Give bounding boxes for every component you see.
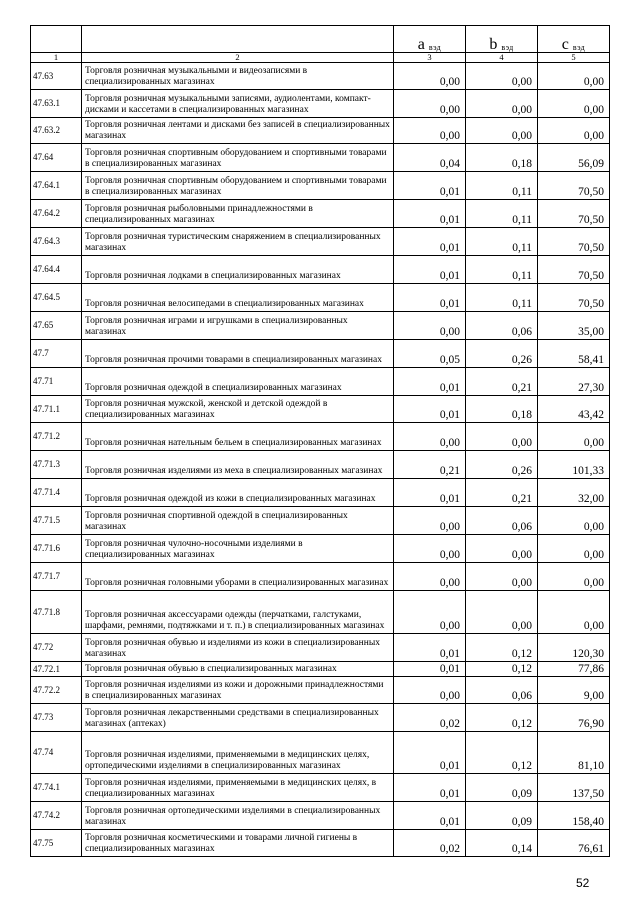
row-value-c: 0,00 [538,507,610,535]
row-value-c: 70,50 [538,172,610,200]
row-value-c: 76,61 [538,830,610,857]
row-code: 47.72.2 [31,677,82,704]
row-code: 47.71.2 [31,423,82,451]
row-activity-name: Торговля розничная одеждой из кожи в специализированных магазинах [82,479,394,507]
row-value-a: 0,01 [394,396,466,423]
table-row [31,774,610,802]
row-value-a: 0,01 [394,732,466,774]
header-col-c [538,26,610,53]
row-activity-name: Торговля розничная музыкальными и видеозаписями в специализированных магазинах [82,63,394,90]
row-activity-name: Торговля розничная спортивной одеждой в специализированных магазинах [82,507,394,535]
row-activity-name: Торговля розничная изделиями, применяемыми в медицинских целях, в специализированных магазинах [82,774,394,802]
row-value-b: 0,21 [466,368,538,396]
row-value-a: 0,00 [394,423,466,451]
row-value-b: 0,26 [466,340,538,368]
row-value-c: 0,00 [538,535,610,563]
header-col-a-letter: a [417,36,425,53]
row-code: 47.74.2 [31,802,82,830]
header-code-cell [31,26,82,53]
row-value-c: 70,50 [538,200,610,228]
header-name-cell [82,26,394,53]
row-value-b: 0,06 [466,312,538,340]
row-value-a: 0,21 [394,451,466,479]
row-activity-name: Торговля розничная мужской, женской и детской одеждой в специализированных магазинах [82,396,394,423]
header-col-b-sub: вэд [501,43,514,52]
table-row [31,256,610,284]
table-row [31,312,610,340]
table-row [31,144,610,172]
column-number: 4 [466,53,538,63]
row-value-b: 0,06 [466,507,538,535]
row-value-a: 0,00 [394,118,466,144]
row-activity-name: Торговля розничная обувью и изделиями из кожи в специализированных магазинах [82,634,394,662]
row-value-c: 35,00 [538,312,610,340]
row-activity-name: Торговля розничная изделиями из кожи и дорожными принадлежностями в специализированных магазинах [82,677,394,704]
table-row [31,662,610,677]
row-value-c: 9,00 [538,677,610,704]
row-value-a: 0,01 [394,284,466,312]
row-activity-name: Торговля розничная лекарственными средствами в специализированных магазинах (аптеках) [82,704,394,732]
row-value-c: 27,30 [538,368,610,396]
row-value-c: 56,09 [538,144,610,172]
table-row [31,340,610,368]
row-code: 47.63.2 [31,118,82,144]
table-row [31,535,610,563]
row-value-b: 0,00 [466,591,538,634]
column-number: 2 [82,53,394,63]
row-value-b: 0,00 [466,563,538,591]
header-col-c-letter: c [561,36,569,53]
column-number: 3 [394,53,466,63]
row-value-c: 77,86 [538,662,610,677]
header-col-b [466,26,538,53]
row-code: 47.71.6 [31,535,82,563]
row-value-b: 0,09 [466,774,538,802]
row-value-c: 0,00 [538,118,610,144]
row-activity-name: Торговля розничная спортивным оборудованием и спортивными товарами в специализированных магазинах [82,172,394,200]
row-value-a: 0,01 [394,368,466,396]
table-row [31,479,610,507]
row-value-c: 32,00 [538,479,610,507]
row-value-c: 76,90 [538,704,610,732]
row-value-a: 0,00 [394,507,466,535]
row-value-b: 0,11 [466,256,538,284]
row-activity-name: Торговля розничная изделиями, применяемыми в медицинских целях, ортопедическими изделиями в специализированных магазинах [82,732,394,774]
row-value-c: 0,00 [538,563,610,591]
row-value-a: 0,00 [394,312,466,340]
row-value-c: 101,33 [538,451,610,479]
row-value-b: 0,11 [466,172,538,200]
row-value-c: 43,42 [538,396,610,423]
table-row [31,563,610,591]
table-row [31,830,610,857]
header-col-a [394,26,466,53]
row-value-a: 0,00 [394,90,466,118]
row-code: 47.64.1 [31,172,82,200]
row-value-b: 0,00 [466,423,538,451]
table-row [31,677,610,704]
row-activity-name: Торговля розничная велосипедами в специализированных магазинах [82,284,394,312]
row-code: 47.72 [31,634,82,662]
row-value-b: 0,18 [466,144,538,172]
table-row [31,284,610,312]
row-value-c: 58,41 [538,340,610,368]
row-value-a: 0,01 [394,774,466,802]
table-row [31,802,610,830]
row-code: 47.63.1 [31,90,82,118]
table-row [31,451,610,479]
row-value-a: 0,01 [394,802,466,830]
column-number: 5 [538,53,610,63]
row-activity-name: Торговля розничная прочими товарами в специализированных магазинах [82,340,394,368]
row-value-a: 0,00 [394,591,466,634]
row-value-a: 0,02 [394,704,466,732]
table-row [31,228,610,256]
row-activity-name: Торговля розничная нательным бельем в специализированных магазинах [82,423,394,451]
table-row [31,704,610,732]
row-value-b: 0,00 [466,63,538,90]
row-value-a: 0,02 [394,830,466,857]
row-value-a: 0,00 [394,535,466,563]
row-code: 47.64 [31,144,82,172]
row-value-c: 120,30 [538,634,610,662]
row-value-a: 0,01 [394,256,466,284]
okved-coefficients-table [30,25,610,857]
row-activity-name: Торговля розничная ортопедическими изделиями в специализированных магазинах [82,802,394,830]
row-code: 47.73 [31,704,82,732]
row-value-b: 0,14 [466,830,538,857]
row-value-c: 0,00 [538,423,610,451]
row-code: 47.72.1 [31,662,82,677]
row-activity-name: Торговля розничная изделиями из меха в специализированных магазинах [82,451,394,479]
row-code: 47.63 [31,63,82,90]
row-code: 47.71 [31,368,82,396]
row-activity-name: Торговля розничная аксессуарами одежды (перчатками, галстуками, шарфами, ремнями, подтяжками и т. п.) в специализированных магазинах [82,591,394,634]
row-value-b: 0,11 [466,284,538,312]
row-value-b: 0,09 [466,802,538,830]
row-activity-name: Торговля розничная лодками в специализированных магазинах [82,256,394,284]
table-row [31,368,610,396]
row-value-b: 0,12 [466,662,538,677]
row-value-c: 81,10 [538,732,610,774]
row-value-b: 0,06 [466,677,538,704]
row-code: 47.74.1 [31,774,82,802]
row-activity-name: Торговля розничная одеждой в специализированных магазинах [82,368,394,396]
table-row [31,200,610,228]
table-row [31,63,610,90]
row-value-c: 70,50 [538,284,610,312]
row-value-a: 0,00 [394,563,466,591]
header-col-b-letter: b [489,36,498,53]
row-value-a: 0,04 [394,144,466,172]
row-activity-name: Торговля розничная музыкальными записями, аудиолентами, компакт-дисками и кассетами в специализированных магазинах [82,90,394,118]
header-col-c-sub: вэд [572,43,586,52]
row-code: 47.71.7 [31,563,82,591]
row-value-a: 0,00 [394,677,466,704]
row-value-b: 0,00 [466,535,538,563]
row-code: 47.75 [31,830,82,857]
row-value-c: 70,50 [538,228,610,256]
row-activity-name: Торговля розничная спортивным оборудованием и спортивными товарами в специализированных магазинах [82,144,394,172]
row-value-b: 0,26 [466,451,538,479]
row-code: 47.71.5 [31,507,82,535]
row-activity-name: Торговля розничная туристическим снаряжением в специализированных магазинах [82,228,394,256]
row-value-c: 0,00 [538,591,610,634]
row-value-a: 0,01 [394,634,466,662]
table-row [31,732,610,774]
row-value-a: 0,01 [394,228,466,256]
row-value-a: 0,01 [394,172,466,200]
table-row [31,90,610,118]
table-row [31,396,610,423]
row-value-c: 158,40 [538,802,610,830]
row-code: 47.64.3 [31,228,82,256]
row-code: 47.71.1 [31,396,82,423]
row-value-b: 0,00 [466,90,538,118]
table-row [31,591,610,634]
row-code: 47.71.4 [31,479,82,507]
row-code: 47.64.4 [31,256,82,284]
row-activity-name: Торговля розничная чулочно-носочными изделиями в специализированных магазинах [82,535,394,563]
row-code: 47.71.8 [31,591,82,634]
row-value-a: 0,01 [394,479,466,507]
table-row [31,507,610,535]
header-row [31,26,610,53]
row-activity-name: Торговля розничная обувью в специализированных магазинах [82,662,394,677]
row-value-a: 0,01 [394,662,466,677]
row-value-b: 0,12 [466,704,538,732]
row-value-b: 0,12 [466,732,538,774]
row-value-b: 0,00 [466,118,538,144]
table-row [31,172,610,200]
table-row [31,634,610,662]
row-value-c: 70,50 [538,256,610,284]
row-value-b: 0,18 [466,396,538,423]
row-value-c: 137,50 [538,774,610,802]
row-value-b: 0,11 [466,200,538,228]
table-row [31,118,610,144]
row-code: 47.74 [31,732,82,774]
row-code: 47.65 [31,312,82,340]
row-code: 47.64.5 [31,284,82,312]
table-row [31,423,610,451]
column-number-row [31,53,610,63]
header-col-a-sub: вэд [428,43,442,52]
row-value-b: 0,21 [466,479,538,507]
row-activity-name: Торговля розничная косметическими и товарами личной гигиены в специализированных магазинах [82,830,394,857]
row-value-c: 0,00 [538,90,610,118]
row-value-b: 0,11 [466,228,538,256]
row-activity-name: Торговля розничная лентами и дисками без записей в специализированных магазинах [82,118,394,144]
row-activity-name: Торговля розничная головными уборами в специализированных магазинах [82,563,394,591]
row-activity-name: Торговля розничная играми и игрушками в специализированных магазинах [82,312,394,340]
row-value-a: 0,05 [394,340,466,368]
row-value-b: 0,12 [466,634,538,662]
row-code: 47.64.2 [31,200,82,228]
row-value-a: 0,00 [394,63,466,90]
page-number: 52 [576,876,590,890]
column-number: 1 [31,53,82,63]
row-activity-name: Торговля розничная рыболовными принадлежностями в специализированных магазинах [82,200,394,228]
row-code: 47.7 [31,340,82,368]
row-code: 47.71.3 [31,451,82,479]
row-value-a: 0,01 [394,200,466,228]
row-value-c: 0,00 [538,63,610,90]
